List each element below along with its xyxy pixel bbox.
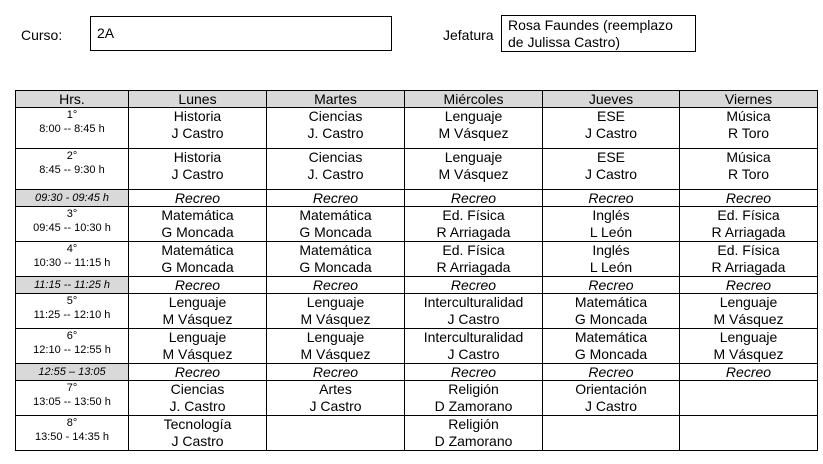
period-time: 10:30 -- 11:15 h (33, 257, 111, 269)
curso-label: Curso: (21, 27, 63, 43)
column-header-hrs-label: Hrs. (59, 91, 85, 107)
subject-cell (405, 329, 543, 364)
subject-cell (129, 108, 267, 149)
subject-cell (129, 381, 267, 416)
subject-name: Historia (173, 108, 222, 124)
subject-name: Matemática (161, 207, 234, 223)
subject-name: Matemática (161, 242, 234, 258)
time-cell (16, 149, 129, 190)
subject-cell (543, 381, 680, 416)
subject-cell (543, 294, 680, 329)
subject-cell (680, 381, 818, 416)
recreo-cell: Recreo (680, 277, 818, 294)
teacher-name: J. Castro (307, 125, 364, 141)
subject-name: Orientación (575, 381, 647, 397)
recreo-cell: Recreo (543, 364, 680, 381)
time-cell (16, 294, 129, 329)
subject-name: ESE (596, 149, 625, 165)
subject-cell (267, 329, 405, 364)
jefatura-field[interactable] (501, 15, 696, 52)
subject-cell (543, 149, 680, 190)
subject-cell (129, 149, 267, 190)
teacher-name: M Vásquez (162, 346, 233, 362)
period-row (16, 149, 818, 190)
time-cell (16, 207, 129, 242)
curso-field[interactable] (90, 16, 392, 51)
subject-cell (680, 416, 818, 451)
teacher-name: J Castro (171, 125, 224, 141)
recreo-cell: Recreo (405, 277, 543, 294)
subject-cell (129, 329, 267, 364)
recreo-cell: Recreo (129, 364, 267, 381)
subject-name: Lenguaje (444, 149, 503, 165)
recreo-cell: Recreo (680, 364, 818, 381)
teacher-name: R Arriagada (436, 224, 511, 240)
teacher-name: M Vásquez (438, 166, 509, 182)
recreo-cell: Recreo (129, 277, 267, 294)
subject-name: Ed. Física (442, 207, 505, 223)
subject-name: Interculturalidad (423, 329, 524, 345)
teacher-name: J Castro (171, 166, 224, 182)
subject-cell (405, 294, 543, 329)
teacher-name: J. Castro (169, 398, 226, 414)
subject-cell (680, 242, 818, 277)
subject-name: Ciencias (308, 149, 363, 165)
subject-name: Inglés (592, 242, 630, 258)
subject-cell (543, 242, 680, 277)
recreo-cell: Recreo (543, 190, 680, 207)
recreo-cell: Recreo (267, 190, 405, 207)
period-time: 12:10 -- 12:55 h (33, 344, 111, 356)
column-header-martes: Martes (267, 91, 405, 108)
period-number: 4° (66, 243, 78, 255)
teacher-name: M Vásquez (300, 311, 371, 327)
period-number: 2° (66, 150, 78, 162)
recreo-cell: Recreo (129, 190, 267, 207)
subject-cell (405, 242, 543, 277)
subject-name: Lenguaje (719, 329, 778, 345)
teacher-name: D Zamorano (434, 398, 513, 414)
subject-cell (267, 416, 405, 451)
subject-cell (267, 381, 405, 416)
subject-cell (129, 242, 267, 277)
period-number: 6° (66, 330, 78, 342)
subject-name: Música (726, 108, 771, 124)
time-cell (16, 381, 129, 416)
teacher-name: M Vásquez (162, 311, 233, 327)
teacher-name: G Moncada (161, 259, 234, 275)
column-header-jueves: Jueves (543, 91, 680, 108)
recreo-row (16, 190, 818, 207)
period-row (16, 329, 818, 364)
period-time: 8:00 -- 8:45 h (39, 123, 105, 135)
teacher-name: G Moncada (299, 224, 372, 240)
teacher-name: M Vásquez (713, 311, 784, 327)
teacher-name: M Vásquez (300, 346, 371, 362)
subject-cell (680, 108, 818, 149)
subject-name: Artes (319, 381, 352, 397)
period-time: 13:50 - 14:35 h (34, 431, 109, 443)
time-cell: 11:15 -- 11:25 h (16, 277, 129, 294)
time-cell: 12:55 – 13:05 (16, 364, 129, 381)
column-header-viernes: Viernes (680, 91, 818, 108)
teacher-name: M Vásquez (713, 346, 784, 362)
teacher-name: J Castro (584, 398, 638, 414)
subject-cell (405, 149, 543, 190)
time-cell (16, 242, 129, 277)
subject-name: Lenguaje (168, 329, 227, 345)
recreo-cell: Recreo (267, 364, 405, 381)
subject-cell (405, 381, 543, 416)
teacher-name: G Moncada (299, 259, 372, 275)
column-header-lunes: Lunes (129, 91, 267, 108)
subject-cell (405, 207, 543, 242)
period-time: 13:05 -- 13:50 h (33, 396, 111, 408)
subject-cell (267, 294, 405, 329)
recreo-cell: Recreo (405, 364, 543, 381)
period-row (16, 242, 818, 277)
subject-cell (543, 207, 680, 242)
teacher-name: L León (589, 259, 633, 275)
subject-cell (680, 294, 818, 329)
subject-name: Ciencias (170, 381, 225, 397)
jefatura-value-line1: Rosa Faundes (reemplazo (508, 17, 673, 33)
subject-name: Matemática (299, 242, 372, 258)
recreo-cell: Recreo (405, 190, 543, 207)
recreo-row (16, 364, 818, 381)
subject-name: Ciencias (308, 108, 363, 124)
subject-cell (543, 416, 680, 451)
period-time: 8:45 -- 9:30 h (39, 164, 105, 176)
schedule-header-row (16, 91, 818, 108)
time-cell (16, 416, 129, 451)
teacher-name: J Castro (584, 125, 638, 141)
period-time: 11:25 -- 12:10 h (33, 309, 111, 321)
subject-name: Matemática (574, 329, 648, 345)
column-header-miercoles: Miércoles (405, 91, 543, 108)
subject-name: Matemática (574, 294, 648, 310)
teacher-name: J Castro (447, 346, 500, 362)
subject-name: Inglés (592, 207, 630, 223)
subject-name: Ed. Física (717, 207, 780, 223)
period-number: 3° (66, 208, 78, 220)
time-cell (16, 329, 129, 364)
teacher-name: G Moncada (574, 346, 648, 362)
subject-cell (543, 108, 680, 149)
recreo-cell: Recreo (680, 190, 818, 207)
period-number: 5° (66, 295, 78, 307)
teacher-name: R Arriagada (711, 224, 786, 240)
teacher-name: R Toro (728, 166, 769, 182)
subject-cell (543, 329, 680, 364)
subject-name: ESE (596, 108, 625, 124)
teacher-name: J Castro (447, 311, 500, 327)
recreo-row (16, 277, 818, 294)
teacher-name: R Toro (728, 125, 769, 141)
subject-cell (129, 416, 267, 451)
teacher-name: R Arriagada (436, 259, 511, 275)
period-row (16, 416, 818, 451)
period-row (16, 294, 818, 329)
subject-cell (267, 149, 405, 190)
subject-cell (267, 242, 405, 277)
subject-cell (267, 108, 405, 149)
subject-cell (405, 416, 543, 451)
subject-cell (405, 108, 543, 149)
teacher-name: G Moncada (574, 311, 648, 327)
subject-name: Lenguaje (168, 294, 227, 310)
subject-name: Interculturalidad (423, 294, 524, 310)
subject-name: Matemática (299, 207, 372, 223)
period-row (16, 108, 818, 149)
subject-name: Religión (448, 416, 499, 432)
period-number: 1° (66, 109, 78, 121)
teacher-name: J. Castro (307, 166, 364, 182)
teacher-name: L León (589, 224, 633, 240)
period-time: 09:45 -- 10:30 h (33, 222, 111, 234)
subject-name: Religión (448, 381, 499, 397)
time-cell: 09:30 - 09:45 h (16, 190, 129, 207)
schedule-table (15, 90, 818, 451)
teacher-name: J Castro (171, 433, 224, 449)
subject-cell (267, 207, 405, 242)
subject-name: Lenguaje (306, 329, 365, 345)
period-row (16, 381, 818, 416)
subject-name: Lenguaje (306, 294, 365, 310)
teacher-name: R Arriagada (711, 259, 786, 275)
teacher-name: J Castro (584, 166, 638, 182)
jefatura-value-line2: de Julissa Castro) (508, 34, 621, 50)
subject-name: Ed. Física (717, 242, 780, 258)
subject-name: Ed. Física (442, 242, 505, 258)
teacher-name: G Moncada (161, 224, 234, 240)
subject-name: Historia (173, 149, 222, 165)
period-number: 7° (66, 382, 78, 394)
jefatura-label: Jefatura (443, 27, 494, 43)
subject-cell (680, 149, 818, 190)
subject-cell (129, 294, 267, 329)
subject-name: Lenguaje (444, 108, 503, 124)
subject-name: Tecnología (163, 416, 232, 432)
recreo-cell: Recreo (267, 277, 405, 294)
column-header-hrs (16, 91, 129, 108)
subject-name: Música (726, 149, 771, 165)
subject-name: Lenguaje (719, 294, 778, 310)
curso-value: 2A (97, 25, 115, 41)
period-row (16, 207, 818, 242)
teacher-name: J Castro (309, 398, 362, 414)
time-cell (16, 108, 129, 149)
subject-cell (129, 207, 267, 242)
teacher-name: D Zamorano (434, 433, 513, 449)
subject-cell (680, 329, 818, 364)
recreo-cell: Recreo (543, 277, 680, 294)
teacher-name: M Vásquez (438, 125, 509, 141)
period-number: 8° (66, 417, 78, 429)
subject-cell (680, 207, 818, 242)
